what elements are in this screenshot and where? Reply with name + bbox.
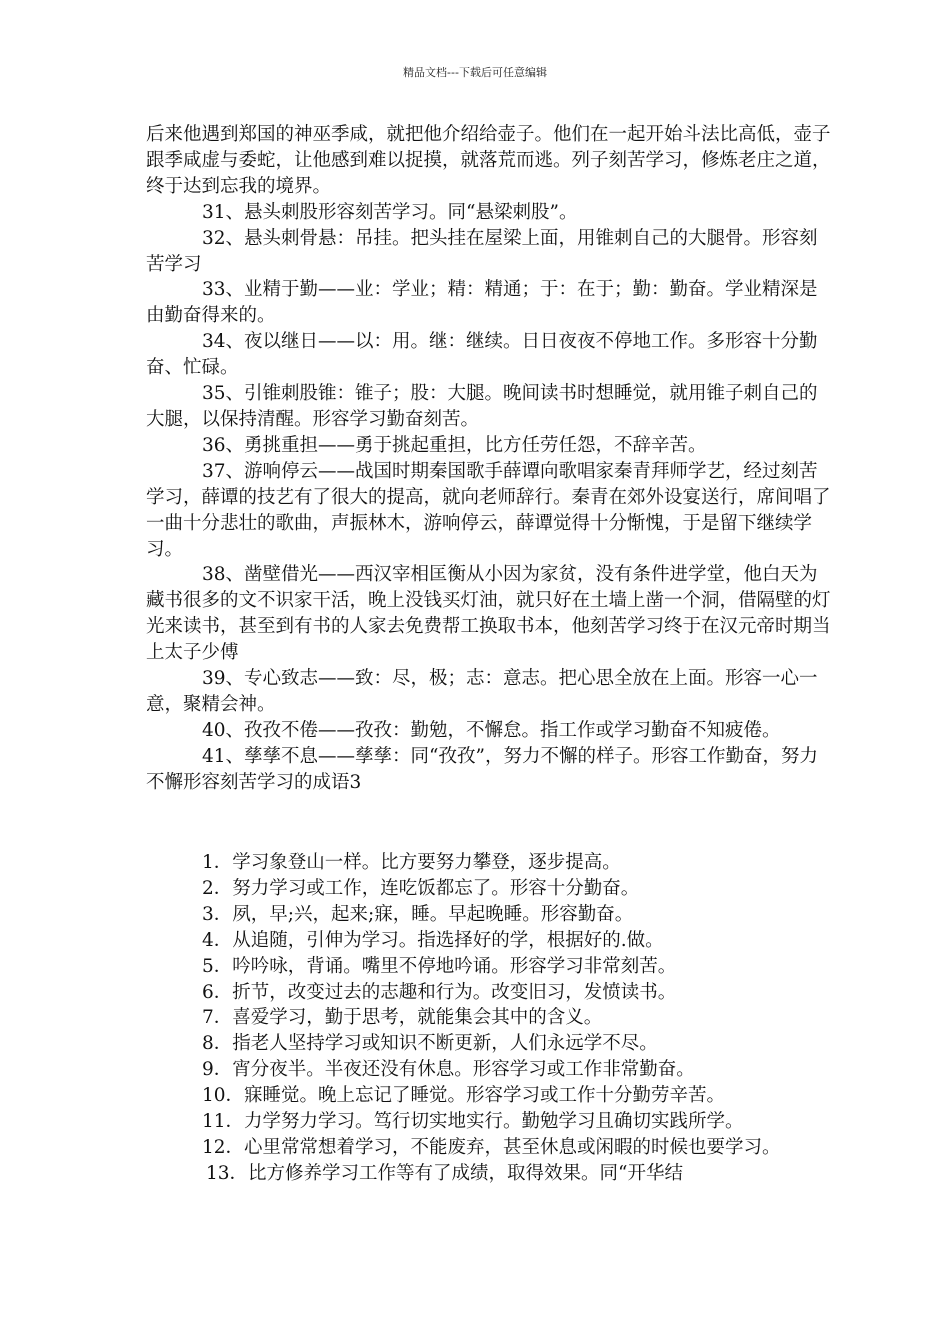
paragraph: 39、专心致志——致：尽，极；志：意志。把心思全放在上面。形容一心一意，聚精会神。 xyxy=(146,668,818,715)
paragraph: 40、孜孜不倦——孜孜：勤勉，不懈怠。指工作或学习勤奋不知疲倦。 xyxy=(202,719,781,741)
list-item: 6．折节，改变过去的志趣和行为。改变旧习，发愤读书。 xyxy=(202,981,677,1003)
paragraph: 后来他遇到郑国的神巫季咸，就把他介绍给壶子。他们在一起开始斗法比高低，壶子跟季咸虚与委蛇，让他感到难以捉摸，就落荒而逃。列子刻苦学习，修炼老庄之道，终于达到忘我的境界。 xyxy=(146,124,831,197)
page-header: 精品文档---下载后可任意编辑 xyxy=(403,66,547,79)
paragraph: 31、悬头刺股形容刻苦学习。同“悬梁刺股”。 xyxy=(202,201,578,223)
paragraph: 36、勇挑重担——勇于挑起重担，比方任劳任怨，不辞辛苦。 xyxy=(202,434,707,456)
paragraph: 32、悬头刺骨悬：吊挂。把头挂在屋梁上面，用锥刺自己的大腿骨。形容刻苦学习 xyxy=(146,227,818,275)
list-item: 9．宵分夜半。半夜还没有休息。形容学习或工作非常勤奋。 xyxy=(202,1059,695,1081)
list-item: 3．夙，早;兴，起来;寐，睡。早起晚睡。形容勤奋。 xyxy=(202,903,634,925)
body-text xyxy=(146,122,834,796)
list-item: 8．指老人坚持学习或知识不断更新，人们永远学不尽。 xyxy=(202,1033,658,1055)
paragraph: 34、夜以继日——以：用。继：继续。日日夜夜不停地工作。多形容十分勤奋、忙碌。 xyxy=(146,331,818,379)
list-item: 5．吟吟咏，背诵。嘴里不停地吟诵。形容学习非常刻苦。 xyxy=(202,955,677,977)
paragraph: 33、业精于勤——业：学业；精：精通；于：在于；勤：勤奋。学业精深是由勤奋得来的。 xyxy=(146,279,818,327)
paragraph: 41、孳孳不息——孳孳：同“孜孜”，努力不懈的样子。形容工作勤奋，努力不懈形容刻苦学习的成语3 xyxy=(146,745,818,793)
list-item: 2．努力学习或工作，连吃饭都忘了。形容十分勤奋。 xyxy=(202,877,640,899)
paragraph: 35、引锥刺股锥：锥子；股：大腿。晚间读书时想睡觉，就用锥子刺自己的大腿，以保持清醒。形容学习勤奋刻苦。 xyxy=(146,383,818,430)
list-item: 10．寐睡觉。晚上忘记了睡觉。形容学习或工作十分勤劳辛苦。 xyxy=(202,1085,726,1107)
list-item: 12．心里常常想着学习，不能废弃，甚至休息或闲暇的时候也要学习。 xyxy=(202,1136,781,1158)
list-item: 13．比方修养学习工作等有了成绩，取得效果。同“开华结 xyxy=(206,1162,684,1184)
paragraph: 37、游响停云——战国时期秦国歌手薛谭向歌唱家秦青拜师学艺，经过刻苦学习，薛谭的技艺有了很大的提高，就向老师辞行。秦青在郊外设宴送行，席间唱了一曲十分悲壮的歌曲，声振林木，游响停云，薛谭觉得十分惭愧，于是留下继续学习。 xyxy=(146,460,831,560)
paragraph: 38、凿壁借光——西汉宰相匡衡从小因为家贫，没有条件进学堂，他白天为藏书很多的文不识家干活，晚上没钱买灯油，就只好在土墙上凿一个洞，借隔壁的灯光来读书，甚至到有书的人家去免费帮工换取书本，他刻苦学习终于在汉元帝时期当上太子少傅 xyxy=(146,564,831,664)
list-item: 7．喜爱学习，勤于思考，就能集会其中的含义。 xyxy=(202,1007,603,1029)
numbered-list xyxy=(146,850,834,1187)
list-item: 11．力学努力学习。笃行切实地实行。勤勉学习且确切实践所学。 xyxy=(202,1111,744,1133)
list-item: 1．学习象登山一样。比方要努力攀登，逐步提高。 xyxy=(202,852,621,873)
list-item: 4．从追随，引伸为学习。指选择好的学，根据好的.做。 xyxy=(202,929,664,951)
